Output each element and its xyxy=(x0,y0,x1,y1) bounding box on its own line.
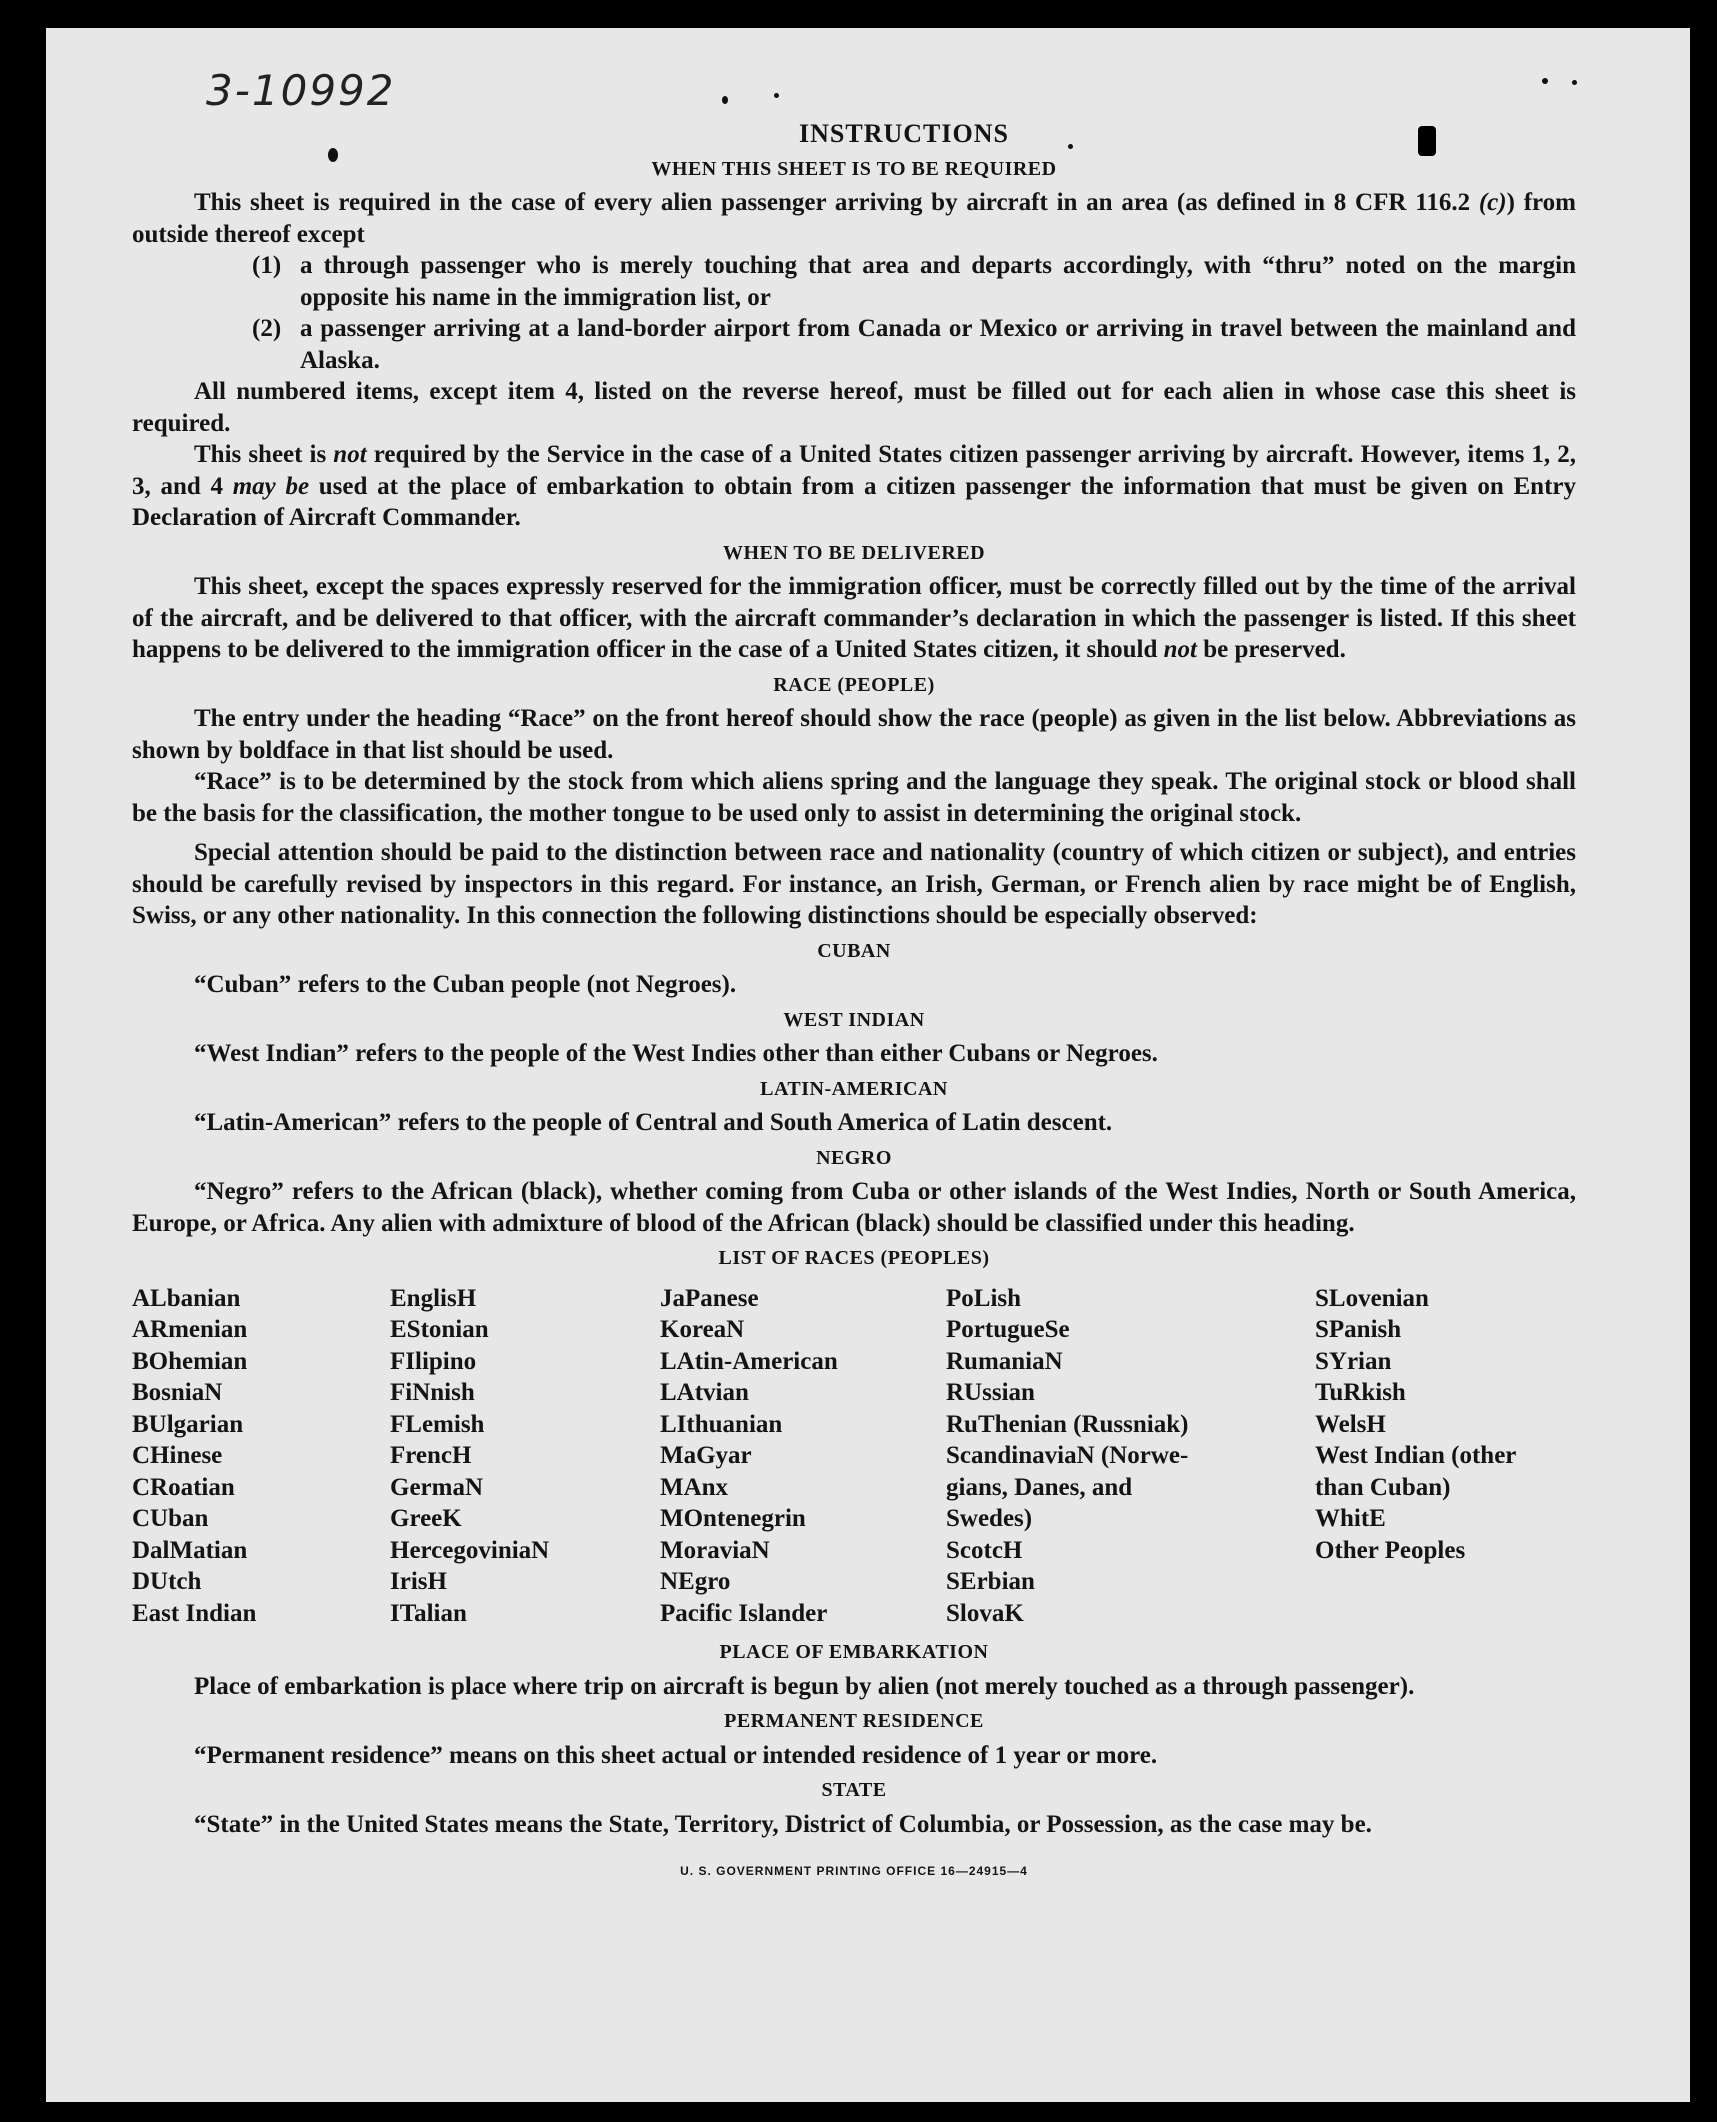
race-entry: ARmenian xyxy=(132,1316,248,1343)
race-entry: FLemish xyxy=(390,1410,485,1438)
race-entry: SLovenian xyxy=(1315,1284,1429,1312)
race-entry: SErbian xyxy=(946,1568,1035,1595)
heading-when-delivered: WHEN TO BE DELIVERED xyxy=(722,541,986,564)
race-entry: SPanish xyxy=(1315,1316,1402,1343)
heading-negro: NEGRO xyxy=(816,1146,892,1169)
race-entry: BOhemian xyxy=(132,1347,248,1375)
race-entry: FiNnish xyxy=(390,1379,475,1406)
text: This sheet is required in the case of every alien passenger arriving by aircraft in an area (as defined in 8 CFR 116.2 xyxy=(194,189,1479,216)
text: in that list should be used. xyxy=(329,736,614,764)
race-entry: ALbanian xyxy=(132,1284,241,1312)
text: This sheet, except the spaces expressly reserved for the immigration officer, must be correctly filled out by the time of the arrival of the aircraft, and be delivered to that officer, with the aircraft commander’s declaration in which the passenger is listed. If this sheet happens to be delivered to the immigration officer in the case of a United States citizen, it should xyxy=(132,573,1576,663)
race-entry: RumaniaN xyxy=(946,1347,1063,1375)
race-entry: SlovaK xyxy=(946,1599,1024,1627)
race-entry: Other Peoples xyxy=(1315,1536,1466,1564)
race-entry: GermaN xyxy=(390,1473,484,1501)
text-boldface: boldface xyxy=(239,736,330,764)
paragraph-race-stock: “Race” is to be determined by the stock from which aliens spring and the language they speak. The original stock or blood shall be the basis for the classification, the mother tongue to be used only to assist in determining the original stock. xyxy=(132,768,1576,827)
paragraph-cuban: “Cuban” refers to the Cuban people (not Negroes). xyxy=(194,971,737,998)
printing-office-footer: U. S. GOVERNMENT PRINTING OFFICE 16—24915—4 xyxy=(680,1864,1028,1878)
paragraph-required-intro xyxy=(132,187,1576,250)
race-entry: BosniaN xyxy=(132,1379,223,1406)
heading-state: STATE xyxy=(821,1779,887,1801)
race-entry: JaPanese xyxy=(660,1284,759,1312)
paragraph-negro: “Negro” refers to the African (black), whether coming from Cuba or other islands of the West Indies, North or South America, Europe, or Africa. Any alien with admixture of blood of the African (black) should be classified under this heading. xyxy=(132,1178,1576,1237)
item-number: (2) xyxy=(252,315,282,342)
speck xyxy=(1572,80,1577,85)
paragraph-delivery xyxy=(132,571,1576,666)
speck xyxy=(774,93,779,98)
heading-permanent-residence: PERMANENT RESIDENCE xyxy=(724,1710,984,1732)
race-entry: RUssian xyxy=(946,1379,1035,1406)
text: This sheet is xyxy=(194,441,334,468)
paragraph-west-indian: “West Indian” refers to the people of the West Indies other than either Cubans or Negroes. xyxy=(194,1040,1158,1067)
race-entry: TuRkish xyxy=(1315,1379,1406,1406)
document-page xyxy=(46,28,1690,2102)
race-entry: West Indian (other xyxy=(1315,1442,1517,1469)
text: ) from outside thereof except xyxy=(132,189,1576,248)
text: The entry under the heading “Race” on the front hereof should show the race (people) as given in the list below. Abbreviations as shown by xyxy=(132,705,1576,764)
heading-list-of-races: LIST OF RACES (PEOPLES) xyxy=(718,1247,990,1269)
race-entry: CUban xyxy=(132,1505,209,1532)
race-entry: MoraviaN xyxy=(660,1536,770,1564)
item-number: (1) xyxy=(252,252,282,279)
text: required by the Service in the case of a United States citizen passenger arriving by aircraft. However, items 1, 2, 3, and 4 xyxy=(132,441,1576,500)
speck xyxy=(1542,78,1548,84)
race-entry: CHinese xyxy=(132,1442,223,1469)
heading-race: RACE (PEOPLE) xyxy=(773,673,935,696)
race-entry: WhitE xyxy=(1315,1505,1386,1532)
race-entry: NEgro xyxy=(660,1568,731,1595)
race-entry: Pacific Islander xyxy=(660,1599,828,1627)
race-entry: LAtin-American xyxy=(660,1347,838,1375)
race-entry: ScotcH xyxy=(946,1536,1023,1564)
instructions-body xyxy=(132,118,1576,1888)
heading-latin-american: LATIN-AMERICAN xyxy=(760,1077,948,1100)
exception-item xyxy=(252,313,1576,376)
paragraph-latin-american: “Latin-American” refers to the people of Central and South America of Latin descent. xyxy=(194,1109,1113,1136)
races-column xyxy=(660,1283,946,1630)
race-entry: CRoatian xyxy=(132,1473,235,1501)
speck xyxy=(722,96,728,104)
paragraph-citizen xyxy=(132,439,1576,534)
paragraph-race-nationality: Special attention should be paid to the distinction between race and nationality (country of which citizen or subject), and entries should be carefully revised by inspectors in this regard. For instance, an Irish, German, or French alien by race might be of English, Swiss, or any other nationality. In this connection the following distinctions should be especially observed: xyxy=(132,839,1576,929)
paragraph-state: “State” in the United States means the State, Territory, District of Columbia, or Possession, as the case may be. xyxy=(194,1810,1372,1838)
race-entry: MOntenegrin xyxy=(660,1505,806,1532)
race-entry: LIthuanian xyxy=(660,1410,783,1438)
race-entry: ScandinaviaN (Norwe- xyxy=(946,1442,1189,1469)
heading-cuban: CUBAN xyxy=(817,939,891,962)
races-column xyxy=(946,1283,1315,1630)
page-title: INSTRUCTIONS xyxy=(799,119,1009,148)
paragraph-race-entry xyxy=(132,703,1576,766)
race-entry: East Indian xyxy=(132,1599,257,1627)
race-entry: RuThenian (Russniak) xyxy=(946,1410,1189,1438)
race-entry: EStonian xyxy=(390,1316,489,1343)
race-entry: KoreaN xyxy=(660,1316,745,1343)
paragraph-permanent-residence: “Permanent residence” means on this sheet actual or intended residence of 1 year or more. xyxy=(194,1741,1158,1769)
item-text: a through passenger who is merely touching that area and departs accordingly, with “thru” noted on the margin opposite his name in the immigration list, or xyxy=(300,252,1576,311)
text-italic: (c) xyxy=(1478,189,1507,216)
paragraph-numbered-items: All numbered items, except item 4, listed on the reverse hereof, must be filled out for each alien in whose case this sheet is required. xyxy=(132,378,1576,437)
race-entry: MaGyar xyxy=(660,1442,752,1469)
handwritten-reference: 3-10992 xyxy=(206,66,396,115)
race-entry: PoLish xyxy=(946,1284,1022,1312)
race-entry: FrencH xyxy=(390,1442,472,1469)
heading-place-of-embarkation: PLACE OF EMBARKATION xyxy=(719,1641,989,1663)
race-entry: HercegoviniaN xyxy=(390,1536,550,1564)
item-text: a passenger arriving at a land-border airport from Canada or Mexico or arriving in travel between the mainland and Alaska. xyxy=(300,315,1576,374)
race-entry: DUtch xyxy=(132,1568,202,1595)
text-italic: not xyxy=(333,441,367,468)
race-entry: PortugueSe xyxy=(946,1316,1070,1343)
text-italic: not xyxy=(1163,636,1197,663)
races-list xyxy=(132,1283,1576,1630)
race-entry: than Cuban) xyxy=(1315,1473,1451,1501)
race-entry: Swedes) xyxy=(946,1505,1033,1532)
races-column xyxy=(132,1283,390,1630)
race-entry: DalMatian xyxy=(132,1536,248,1564)
races-column xyxy=(390,1283,660,1630)
heading-when-required: WHEN THIS SHEET IS TO BE REQUIRED xyxy=(651,157,1057,180)
text-italic: may be xyxy=(232,472,310,500)
race-entry: MAnx xyxy=(660,1473,729,1501)
heading-west-indian: WEST INDIAN xyxy=(783,1008,925,1031)
race-entry: IrisH xyxy=(390,1568,447,1595)
text: be preserved. xyxy=(1197,636,1346,663)
paragraph-place-of-embarkation: Place of embarkation is place where trip on aircraft is begun by alien (not merely touched as a through passenger). xyxy=(194,1672,1415,1700)
text: used at the place of embarkation to obtain from a citizen passenger the information that must be given on Entry Declaration of Aircraft Commander. xyxy=(132,472,1576,531)
race-entry: ITalian xyxy=(390,1599,467,1627)
race-entry: EnglisH xyxy=(390,1284,477,1312)
race-entry: FIlipino xyxy=(390,1347,477,1375)
race-entry: SYrian xyxy=(1315,1347,1392,1375)
race-entry: LAtvian xyxy=(660,1379,749,1406)
race-entry: WelsH xyxy=(1315,1410,1386,1438)
exception-item xyxy=(252,250,1576,313)
race-entry: GreeK xyxy=(390,1505,462,1532)
race-entry: BUlgarian xyxy=(132,1410,244,1438)
races-column xyxy=(1315,1283,1576,1630)
race-entry: gians, Danes, and xyxy=(946,1473,1133,1501)
